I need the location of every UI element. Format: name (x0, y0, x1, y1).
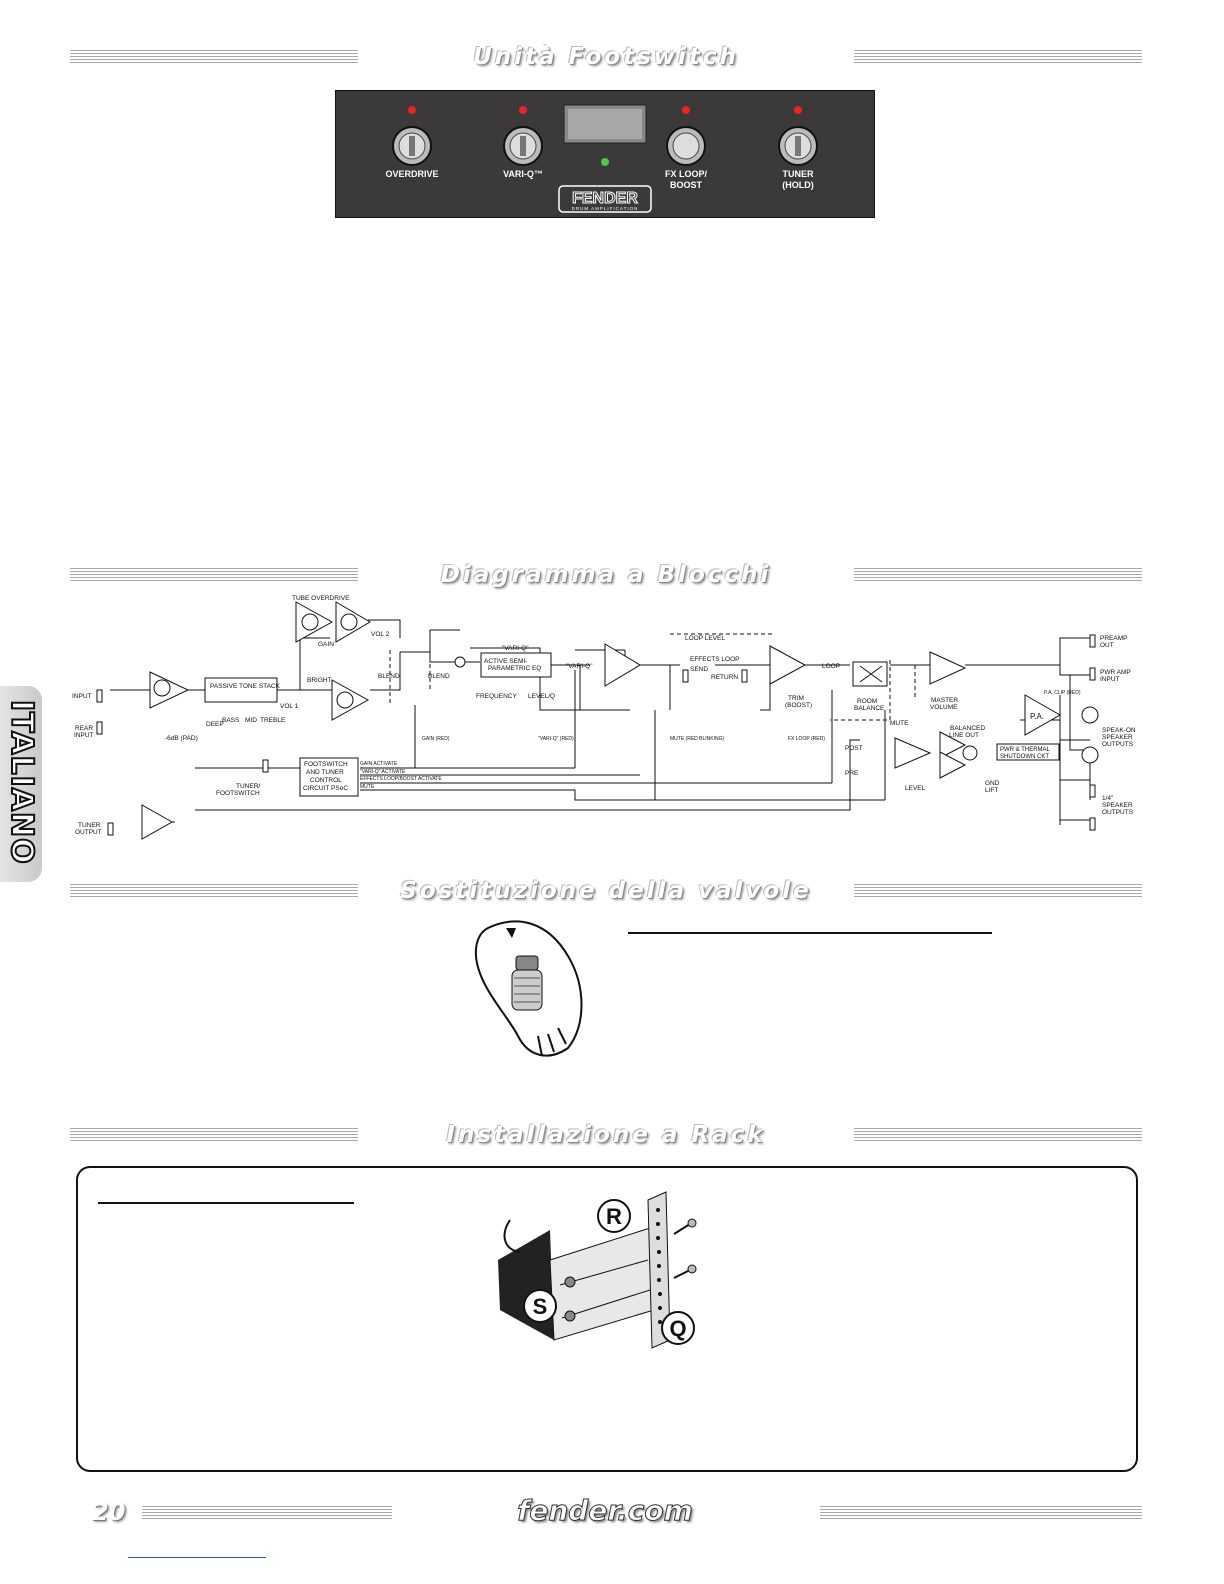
page-number: 20 (92, 1498, 126, 1526)
label-gain-red: GAIN (RED) (422, 736, 450, 742)
footswitch-label: TUNER (HOLD) (782, 169, 814, 190)
label-preamp-out: PREAMP OUT (1100, 635, 1128, 649)
section-header-tubes (70, 878, 1142, 910)
label-active-eq: ACTIVE SEMI-PARAMETRIC EQ (484, 658, 542, 672)
footswitch-tuner[interactable] (779, 106, 817, 165)
label-loop-level: LOOP LEVEL (685, 635, 725, 642)
fender-logo-text: FENDER (572, 190, 638, 207)
label-footswitch-ctrl: FOOTSWITCH AND TUNER CONTROL CIRCUIT PSoC (303, 761, 349, 792)
label-fxloop-red: FX LOOP (RED) (788, 736, 825, 742)
label-effects-loop: EFFECTS LOOP (690, 656, 740, 663)
footswitch-label: VARI-Q™ (503, 169, 543, 179)
label-blend-1: BLEND (378, 673, 400, 680)
label-tuner-footswitch: TUNER/ FOOTSWITCH (216, 783, 261, 797)
label-send: SEND (690, 666, 709, 673)
label-return: RETURN (711, 674, 739, 681)
fender-logo-sub: DRUM AMPLIFICATION (571, 206, 639, 211)
label-vol1: VOL 1 (280, 703, 299, 710)
label-vari-q-out: "VARI-Q" (566, 663, 593, 670)
label-mute-line: MUTE (360, 784, 375, 790)
rack-label-q: Q (669, 1316, 687, 1341)
block-diagram (70, 590, 1150, 860)
label-trim: TRIM (BOOST) (785, 695, 813, 709)
label-mid: MID (245, 717, 257, 724)
label-post: POST (845, 745, 863, 752)
footswitch-vari-q[interactable] (504, 106, 542, 165)
section-title: Unità Footswitch (473, 44, 739, 70)
label-fx-activate: EFFECTS LOOP/BOOST ACTIVATE (360, 776, 442, 782)
tube-text-rule (628, 932, 992, 934)
footer-site: fender.com (517, 1494, 693, 1527)
label-level: LEVEL (905, 785, 926, 792)
rack-label-s: S (532, 1294, 548, 1319)
label-mute: MUTE (890, 720, 909, 727)
label-tube-overdrive: TUBE OVERDRIVE (292, 595, 350, 602)
language-tab-label: ITALIANO (4, 700, 39, 865)
label-variq-activate: "VARI-Q" ACTIVATE (360, 769, 406, 775)
label-treble: TREBLE (260, 717, 286, 724)
rack-label-r: R (606, 1204, 622, 1229)
led-fx-loop (682, 106, 690, 114)
label-input: INPUT (72, 693, 92, 700)
section-title: Installazione a Rack (446, 1122, 766, 1148)
label-mute-red: MUTE (RED BLINKING) (670, 736, 725, 742)
tube-illustration (468, 916, 598, 1062)
rack-illustration (490, 1190, 710, 1360)
footswitch-overdrive[interactable] (393, 106, 431, 165)
footswitch-unit (335, 90, 875, 218)
label-pwr-amp-input: PWR AMP INPUT (1100, 669, 1131, 683)
footswitch-label: FX LOOP/ BOOST (664, 169, 708, 190)
footer-link-rule (128, 1557, 266, 1558)
label-vari-q-title: "VARI-Q" (502, 645, 529, 652)
label-bass: BASS (222, 717, 240, 724)
label-pa: P.A. (1030, 712, 1045, 721)
tuner-led (601, 158, 609, 166)
led-vari-q (519, 106, 527, 114)
tuner-display-screen (568, 109, 642, 139)
section-title: Diagramma a Blocchi (440, 562, 772, 588)
label-quarter-speaker: 1/4" SPEAKER OUTPUTS (1102, 795, 1134, 816)
footer-rule-right (820, 1506, 1142, 1520)
label-gain: GAIN (318, 641, 334, 648)
language-tab (0, 686, 42, 882)
label-balanced-line-out: BALANCED LINE OUT (949, 725, 986, 739)
section-title: Sostituzione della valvole (400, 878, 812, 904)
label-pre: PRE (845, 770, 859, 777)
label-variq-red: "VARI-Q" (RED) (538, 736, 574, 742)
led-tuner (794, 106, 802, 114)
footer-rule-left (142, 1506, 392, 1520)
rack-text-rule (98, 1202, 354, 1204)
label-deep: DEEP (206, 721, 224, 728)
label-gain-activate: GAIN ACTIVATE (360, 761, 398, 767)
label-blend-2: BLEND (428, 673, 450, 680)
label-room-balance: ROOM BALANCE (854, 698, 885, 712)
footswitch-label: OVERDRIVE (385, 169, 439, 179)
label-vol2: VOL 2 (371, 631, 390, 638)
label-frequency: FREQUENCY (476, 693, 517, 700)
label-rear-input: REAR INPUT (74, 725, 94, 739)
section-header-rack (70, 1122, 1142, 1154)
label-loop: LOOP (822, 663, 841, 670)
label-pad: -6dB (PAD) (165, 735, 198, 742)
label-clip: P.A. CLIP (RED) (1044, 690, 1081, 696)
label-gnd-lift: GND LIFT (985, 780, 1000, 794)
label-passive-tone-stack: PASSIVE TONE STACK (210, 683, 280, 690)
footswitch-fx-loop[interactable] (667, 106, 705, 165)
label-speakon: SPEAK-ON SPEAKER OUTPUTS (1102, 727, 1136, 748)
section-header-footswitch (70, 44, 1142, 76)
label-level-q: LEVEL/Q (528, 693, 556, 700)
label-tuner-output: TUNER OUTPUT (75, 822, 102, 836)
led-overdrive (408, 106, 416, 114)
label-bright: BRIGHT (307, 677, 332, 684)
label-pwr-thermal: PWR & THERMAL SHUTDOWN CKT (1000, 747, 1050, 760)
label-master-volume: MASTER VOLUME (930, 697, 959, 711)
